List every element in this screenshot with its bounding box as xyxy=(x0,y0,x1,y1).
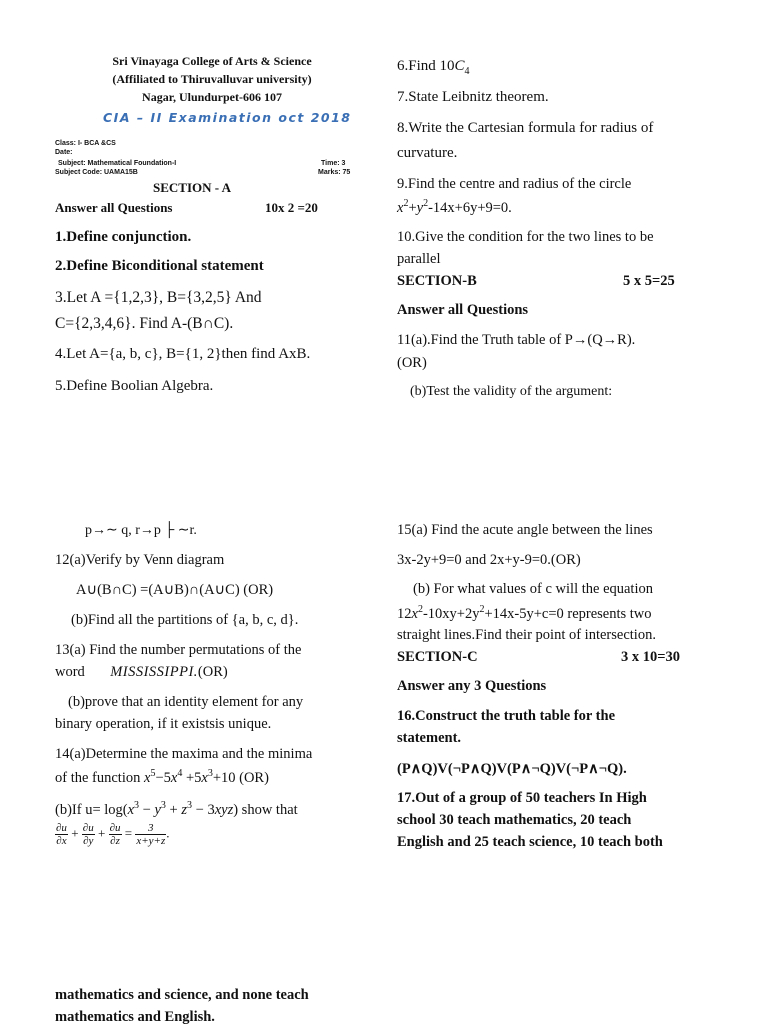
question-1: 1.Define conjunction. xyxy=(55,229,192,245)
question-16-line1: 16.Construct the truth table for the xyxy=(397,708,616,724)
subject-info: Subject: Mathematical Foundation-I xyxy=(58,160,177,167)
subject-code: Subject Code: UAMA15B xyxy=(55,169,138,176)
question-11b-expression xyxy=(85,522,197,539)
question-3-line1: 3.Let A ={1,2,3}, B={3,2,5} And xyxy=(55,289,262,306)
section-b-title: SECTION-B xyxy=(397,273,477,289)
question-13b-line2: binary operation, if it existsis unique. xyxy=(55,716,272,732)
question-15b-line2: $12x^2-10xy+2y^2+14x-5y+c=0$ represents two xyxy=(397,604,652,622)
question-17-line5: mathematics and English. xyxy=(55,1009,215,1025)
question-13a-or: (OR) xyxy=(197,664,228,680)
question-14b-text: (b)If u= log( xyxy=(55,801,128,818)
section-c-marks: 3 x 10=30 xyxy=(621,649,681,665)
question-14b-equation: $\frac{\partial u}{\partial x}$ + $\frac{\partial u}{\partial y}$ + $\frac{\partial u}{\partial z}$ = $\frac{3}{x+y+z}$ . xyxy=(56,822,170,847)
question-5: 5.Define Boolian Algebra. xyxy=(55,378,214,394)
section-b-instruction: Answer all Questions xyxy=(397,302,529,318)
question-10-line1: 10.Give the condition for the two lines to be xyxy=(397,229,654,245)
question-11b-expression-text: p→∼ q, r→p ├ ∼r. xyxy=(85,523,197,538)
question-15b-line1: (b) For what values of c will the equation xyxy=(413,581,653,597)
question-3-line2: C={2,3,4,6}. Find A-(B∩C). xyxy=(55,315,234,332)
question-15b-text-b: +14x-5y+c=0 represents two xyxy=(484,605,652,622)
question-14a-line1: 14(a)Determine the maxima and the minima xyxy=(55,746,313,762)
question-2: 2.Define Biconditional statement xyxy=(55,258,264,274)
exam-title: CIA – II Examination oct 2018 xyxy=(103,110,352,125)
question-14a-line2: of the function $x^5-5x^4 +5x^3+10$ (OR) xyxy=(55,768,269,786)
question-8-line2: curvature. xyxy=(397,145,458,161)
question-6-subscript: 4 xyxy=(464,66,470,77)
college-name: Sri Vinayaga College of Arts & Science xyxy=(112,54,312,68)
question-14b-line1: (b)If $u= \log(x^3 - y^3 + z^3 - 3xyz)$ show that xyxy=(55,800,298,818)
question-12a-expression: A∪(B∩C) =(A∪B)∩(A∪C) (OR) xyxy=(76,582,274,598)
question-8-line1: 8.Write the Cartesian formula for radius of xyxy=(397,120,654,136)
question-12a: 12(a)Verify by Venn diagram xyxy=(55,552,225,568)
section-a-instruction: Answer all Questions xyxy=(55,200,173,215)
college-affiliation: (Affiliated to Thiruvalluvar university) xyxy=(112,72,312,86)
question-14b-show: ) show that xyxy=(233,801,298,818)
section-b-marks: 5 x 5=25 xyxy=(623,273,675,289)
question-6 xyxy=(397,58,470,77)
question-13a-word: word xyxy=(55,664,85,680)
college-address: Nagar, Ulundurpet-606 107 xyxy=(142,90,282,104)
date-info: Date: xyxy=(55,149,73,156)
question-6-text: 6.Find 10 xyxy=(397,58,455,74)
question-9-line1: 9.Find the centre and radius of the circle xyxy=(397,176,632,192)
question-17-line4: mathematics and science, and none teach xyxy=(55,987,309,1003)
class-info: Class: I- BCA &CS xyxy=(55,140,116,147)
question-11-or: (OR) xyxy=(397,355,427,371)
time-info: Time: 3 xyxy=(321,160,346,167)
question-13a-line2 xyxy=(55,664,228,681)
question-10-line2: parallel xyxy=(397,251,441,267)
section-a-title: SECTION - A xyxy=(153,180,232,195)
section-c-instruction: Answer any 3 Questions xyxy=(397,678,547,694)
question-15a: 15(a) Find the acute angle between the lines xyxy=(397,522,653,538)
section-c-title: SECTION-C xyxy=(397,649,478,665)
question-6-symbol: C xyxy=(454,58,465,74)
question-11b: (b)Test the validity of the argument: xyxy=(410,384,613,399)
question-14a-or: +10 (OR) xyxy=(212,769,269,786)
marks-info: Marks: 75 xyxy=(318,169,351,176)
section-a-marks: 10x 2 =20 xyxy=(265,200,318,215)
question-15b-text-a: -10xy+2y xyxy=(422,605,480,622)
question-9-line2: $x^2+y^2-14x+6y+9=0$. xyxy=(397,198,512,216)
question-9-rest: -14x+6y+9=0. xyxy=(428,199,512,216)
question-4: 4.Let A={a, b, c}, B={1, 2}then find AxB. xyxy=(55,346,311,362)
question-13a-line1: 13(a) Find the number permutations of the xyxy=(55,642,302,658)
question-7: 7.State Leibnitz theorem. xyxy=(397,89,549,105)
question-17-line2: school 30 teach mathematics, 20 teach xyxy=(397,812,632,828)
question-17-line3: English and 25 teach science, 10 teach both xyxy=(397,834,663,850)
question-13a-mississippi: MISSISSIPPI. xyxy=(110,664,198,680)
question-14a-text: of the function xyxy=(55,769,141,786)
question-15b-line3: straight lines.Find their point of intersection. xyxy=(397,627,656,643)
question-15a-line2: 3x-2y+9=0 and 2x+y-9=0.(OR) xyxy=(397,552,581,568)
question-16-line2: statement. xyxy=(397,730,462,746)
question-16-expression: (P∧Q)V(¬P∧Q)V(P∧¬Q)V(¬P∧¬Q). xyxy=(397,761,627,777)
question-13b-line1: (b)prove that an identity element for any xyxy=(68,694,304,710)
question-12b: (b)Find all the partitions of {a, b, c, d}. xyxy=(71,612,299,628)
question-17-line1: 17.Out of a group of 50 teachers In High xyxy=(397,790,647,806)
question-11a: 11(a).Find the Truth table of P→(Q→R). xyxy=(397,332,636,348)
